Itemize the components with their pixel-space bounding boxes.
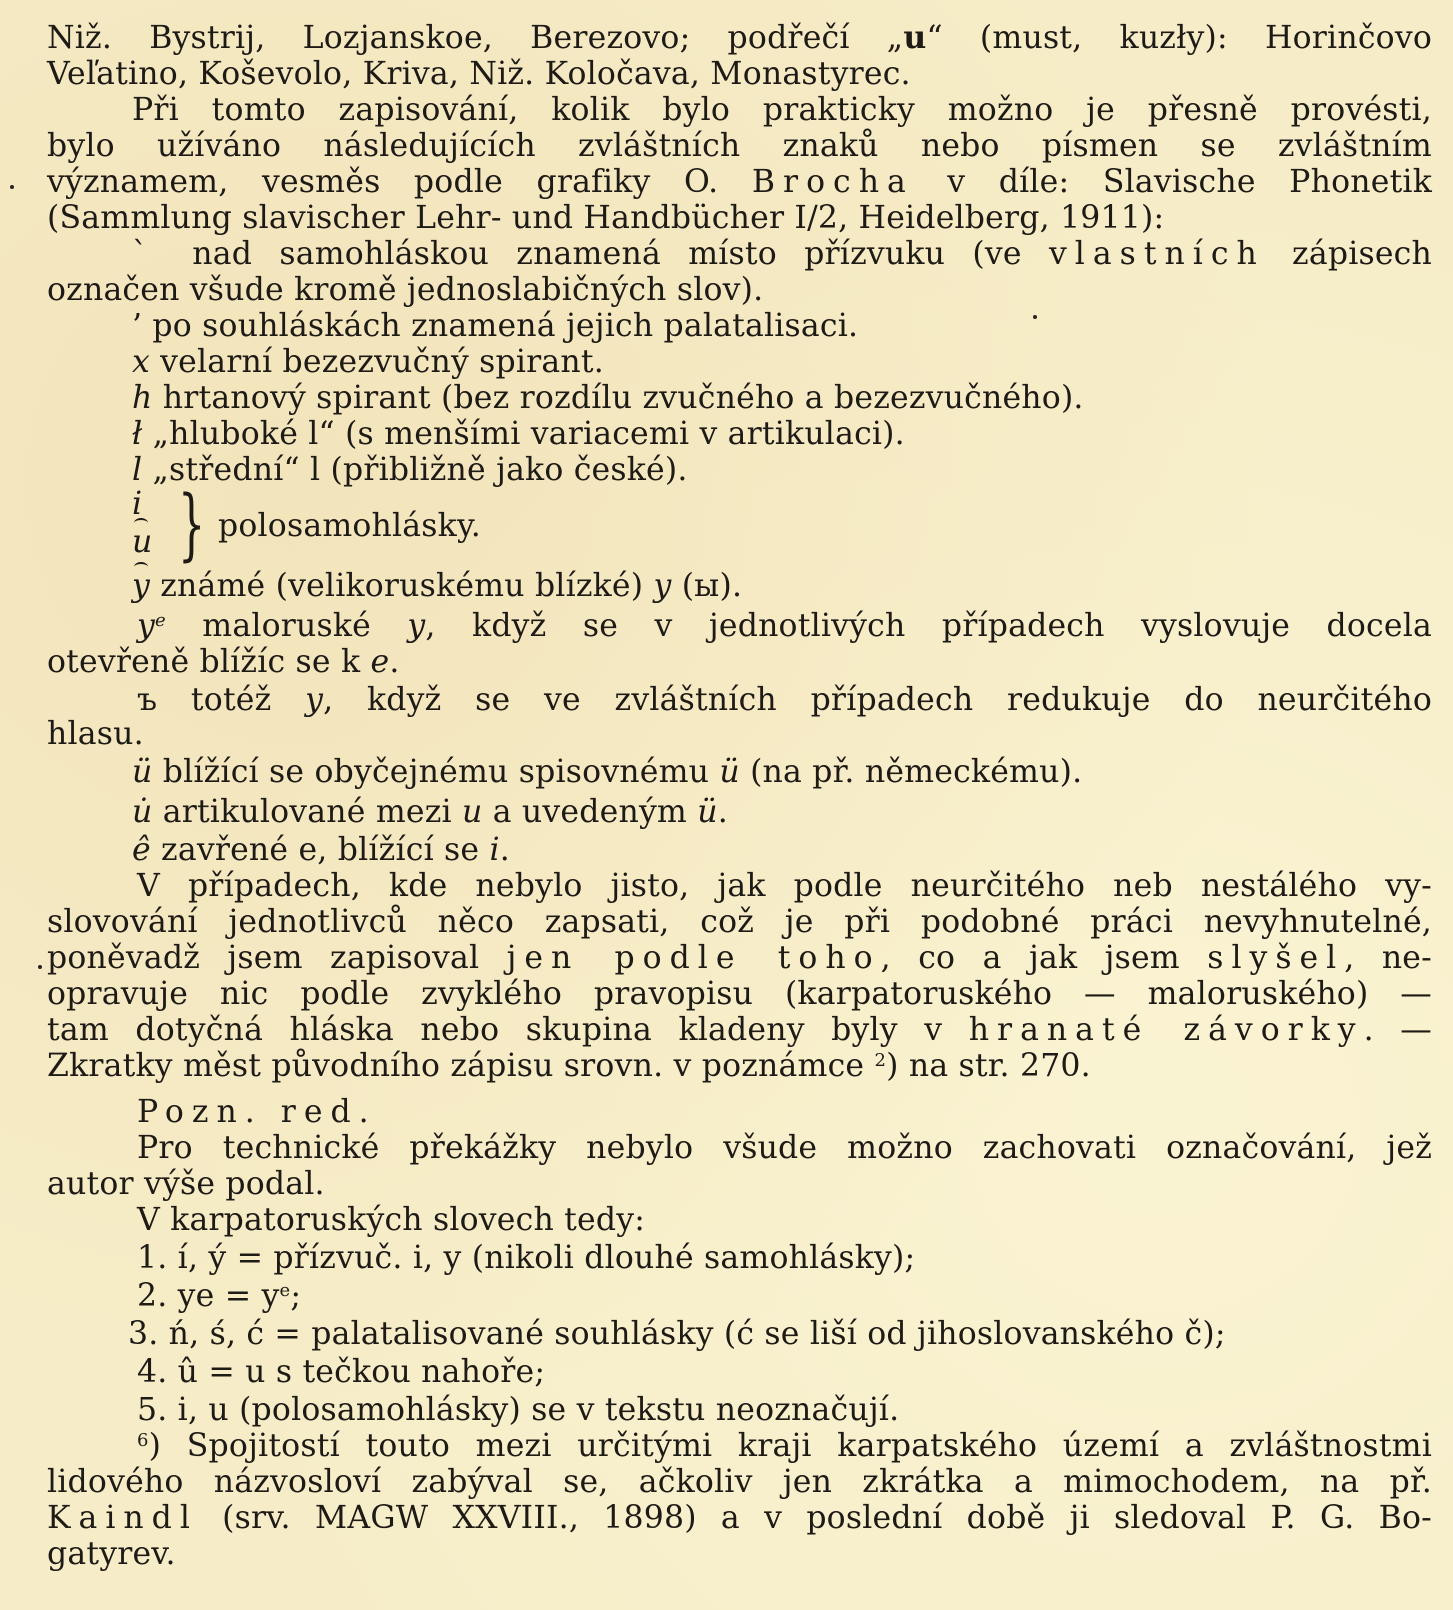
text-line: hlasu.: [47, 716, 144, 752]
text-line: [47, 940, 1432, 976]
u-symbol: u: [462, 794, 483, 830]
print-speck: [1033, 315, 1037, 319]
symbol-definition: [132, 344, 1432, 380]
spaced-phrase: hranaté závorky: [968, 1012, 1364, 1048]
symbol-definition: [132, 794, 1432, 830]
apostrophe-symbol: ’: [132, 308, 143, 344]
y-symbol: y: [137, 608, 155, 644]
text-span: otevřeně blížíc se k: [47, 644, 371, 680]
footnote-ref: 2: [874, 1050, 887, 1071]
text-line: slovování jednotlivců něco zapsati, což je při podobné práci nevyhnutelné,: [47, 904, 1432, 940]
paragraph-start: V případech, kde nebylo jisto, jak podle neurčitého neb nestálého vy-: [137, 868, 1432, 904]
text-line: označen všude kromě jednoslabičných slov).: [47, 272, 764, 308]
symbol-definition: [132, 236, 1432, 272]
y-symbol: y: [407, 608, 426, 644]
u-umlaut-symbol: ü: [697, 794, 718, 830]
list-item: [137, 1278, 1432, 1314]
text-line: lidového názvosloví zabýval se, ačkoliv jen zkrátka a mimochodem, na př.: [47, 1464, 1432, 1500]
text-span: (ы).: [671, 568, 743, 604]
u-dot-symbol: u̇: [132, 794, 153, 830]
text-span: “ (must, kuzły): Horinčovo: [926, 20, 1432, 56]
symbol-definition: [132, 452, 1432, 488]
text-span: , když se ve zvláštních případech redukuje do neurčitého: [323, 682, 1432, 718]
text-span: v díle: Slavische Phonetik: [913, 164, 1432, 200]
text-span: (na př. německému).: [739, 754, 1083, 790]
text-span: totéž: [157, 682, 306, 718]
u-umlaut-symbol: ü: [132, 754, 153, 790]
text-span: Niž. Bystrij, Lozjanskoe, Berezovo; podřečí „: [47, 20, 904, 56]
text-span: zápisech: [1264, 236, 1433, 272]
paragraph-start: Pro technické překážky nebylo všude možno zachovati označování, jež: [137, 1130, 1432, 1166]
print-speck: [10, 185, 14, 189]
symbol-definition: [132, 308, 1432, 344]
semivowel-label: polosamohlásky.: [218, 508, 481, 544]
u-arc-symbol: u: [132, 524, 153, 560]
spaced-word: vlastních: [1049, 236, 1265, 272]
text-span: po souhláskách znamená jejich palatalisaci.: [142, 308, 859, 344]
l-symbol: l: [132, 452, 143, 488]
grave-accent-symbol: ˋ: [132, 236, 166, 272]
symbol-definition: [132, 754, 1432, 790]
text-line: [47, 20, 1432, 56]
text-span: velarní bezezvučný spirant.: [149, 344, 604, 380]
text-span: 2. ye = y: [137, 1278, 280, 1314]
text-span: Zkratky měst původního zápisu srovn. v poznámce: [47, 1048, 875, 1084]
text-span: blížící se obyčejnému spisovnému: [152, 754, 720, 790]
text-span: poněvadž jsem zapisoval: [47, 940, 507, 976]
text-span: (srv. MAGW XXVIII., 1898) a v poslední době ji sledoval P. G. Bo-: [197, 1500, 1432, 1536]
paragraph-start: Při tomto zapisování, kolik bylo prakticky možno je přesně provésti,: [132, 92, 1432, 128]
text-span: . —: [1363, 1012, 1432, 1048]
text-line: (Sammlung slavischer Lehr- und Handbücher I/2, Heidelberg, 1911):: [47, 200, 1165, 236]
text-span: zavřené e, blížící se: [150, 832, 490, 868]
text-line: [47, 1012, 1432, 1048]
text-line: [47, 164, 1432, 200]
text-line: autor výše podal.: [47, 1166, 325, 1202]
symbol-definition: [137, 608, 1432, 644]
text-line: bylo užíváno následujících zvláštních znaků nebo písmen se zvláštním: [47, 128, 1432, 164]
text-span: , když se v jednotlivých případech vyslovuje docela: [425, 608, 1432, 644]
text-span: artikulované mezi: [152, 794, 463, 830]
text-span: , co a jak jsem: [880, 940, 1208, 976]
text-span: .: [389, 644, 400, 680]
symbol-definition: [137, 682, 1432, 718]
list-item: 5. i, u (polosamohlásky) se v tekstu neoznačují.: [137, 1392, 900, 1428]
text-line: [47, 1048, 1432, 1084]
e-circumflex-symbol: ê: [132, 832, 151, 868]
text-span: ;: [290, 1278, 302, 1314]
y-symbol: y: [305, 682, 324, 718]
superscript-e: e: [279, 1280, 291, 1301]
footnote-number: 6: [137, 1430, 149, 1451]
symbol-definition: [132, 832, 1432, 868]
symbol-definition: [132, 416, 1432, 452]
x-symbol: x: [132, 344, 150, 380]
text-span: ) Spojitostí touto mezi určitými kraji karpatského území a zvláštnostmi: [148, 1428, 1432, 1464]
text-span: ) na str. 270.: [886, 1048, 1091, 1084]
text-span: .: [717, 794, 728, 830]
right-brace-icon: }: [178, 480, 206, 570]
text-line: Veľatino, Koševolo, Kriva, Niž. Koločava, Monastyrec.: [47, 56, 911, 92]
symbol-definition: [132, 568, 1432, 604]
editor-note-heading: Pozn. red.: [137, 1094, 377, 1130]
superscript-e: e: [155, 610, 166, 631]
bold-u: u: [903, 19, 927, 56]
deep-l-symbol: ł: [132, 416, 143, 452]
y-arc-symbol: y: [132, 568, 150, 604]
text-line: opravuje nic podle zvyklého pravopisu (karpatoruského — maloruského) —: [47, 976, 1432, 1012]
text-span: .: [499, 832, 510, 868]
spaced-name: Kaindl: [47, 1500, 198, 1536]
spaced-word: slyšel: [1207, 940, 1345, 976]
text-span: nad samohláskou znamená místo přízvuku (ve: [165, 236, 1050, 272]
hard-sign-symbol: ъ: [137, 682, 158, 718]
list-item: 1. í, ý = přízvuč. i, y (nikoli dlouhé samohlásky);: [137, 1240, 916, 1276]
symbol-definition: [132, 380, 1432, 416]
text-line: [47, 1500, 1432, 1536]
text-span: „střední“ l (přibližně jako české).: [142, 452, 688, 488]
text-span: maloruské: [165, 608, 408, 644]
text-line: V karpatoruských slovech tedy:: [137, 1202, 646, 1238]
text-line: [47, 644, 1432, 680]
footnote: [137, 1428, 1432, 1464]
y-symbol: y: [653, 568, 672, 604]
list-item: 3. ń, ś, ć = palatalisované souhlásky (ć se liší od jihoslovanského č);: [128, 1316, 1226, 1352]
h-symbol: h: [132, 380, 153, 416]
text-span: , ne-: [1344, 940, 1432, 976]
spaced-name: Brocha: [751, 164, 914, 200]
text-span: tam dotyčná hláska nebo skupina kladeny byly v: [47, 1012, 969, 1048]
spaced-phrase: jen podle toho: [506, 940, 881, 976]
text-span: „hluboké l“ (s menšími variacemi v artikulaci).: [142, 416, 905, 452]
text-span: známé (velikoruskému blízké): [150, 568, 654, 604]
text-span: významem, vesměs podle grafiky O.: [47, 164, 752, 200]
text-line: gatyrev.: [47, 1536, 176, 1572]
i-symbol: i: [489, 832, 500, 868]
e-symbol: e: [370, 644, 390, 680]
text-span: hrtanový spirant (bez rozdílu zvučného a bezezvučného).: [152, 380, 1084, 416]
u-umlaut-symbol: ü: [719, 754, 740, 790]
i-symbol: i: [132, 486, 143, 522]
text-span: a uvedeným: [482, 794, 698, 830]
print-speck: [38, 965, 42, 969]
list-item: 4. û = u s tečkou nahoře;: [137, 1354, 546, 1390]
